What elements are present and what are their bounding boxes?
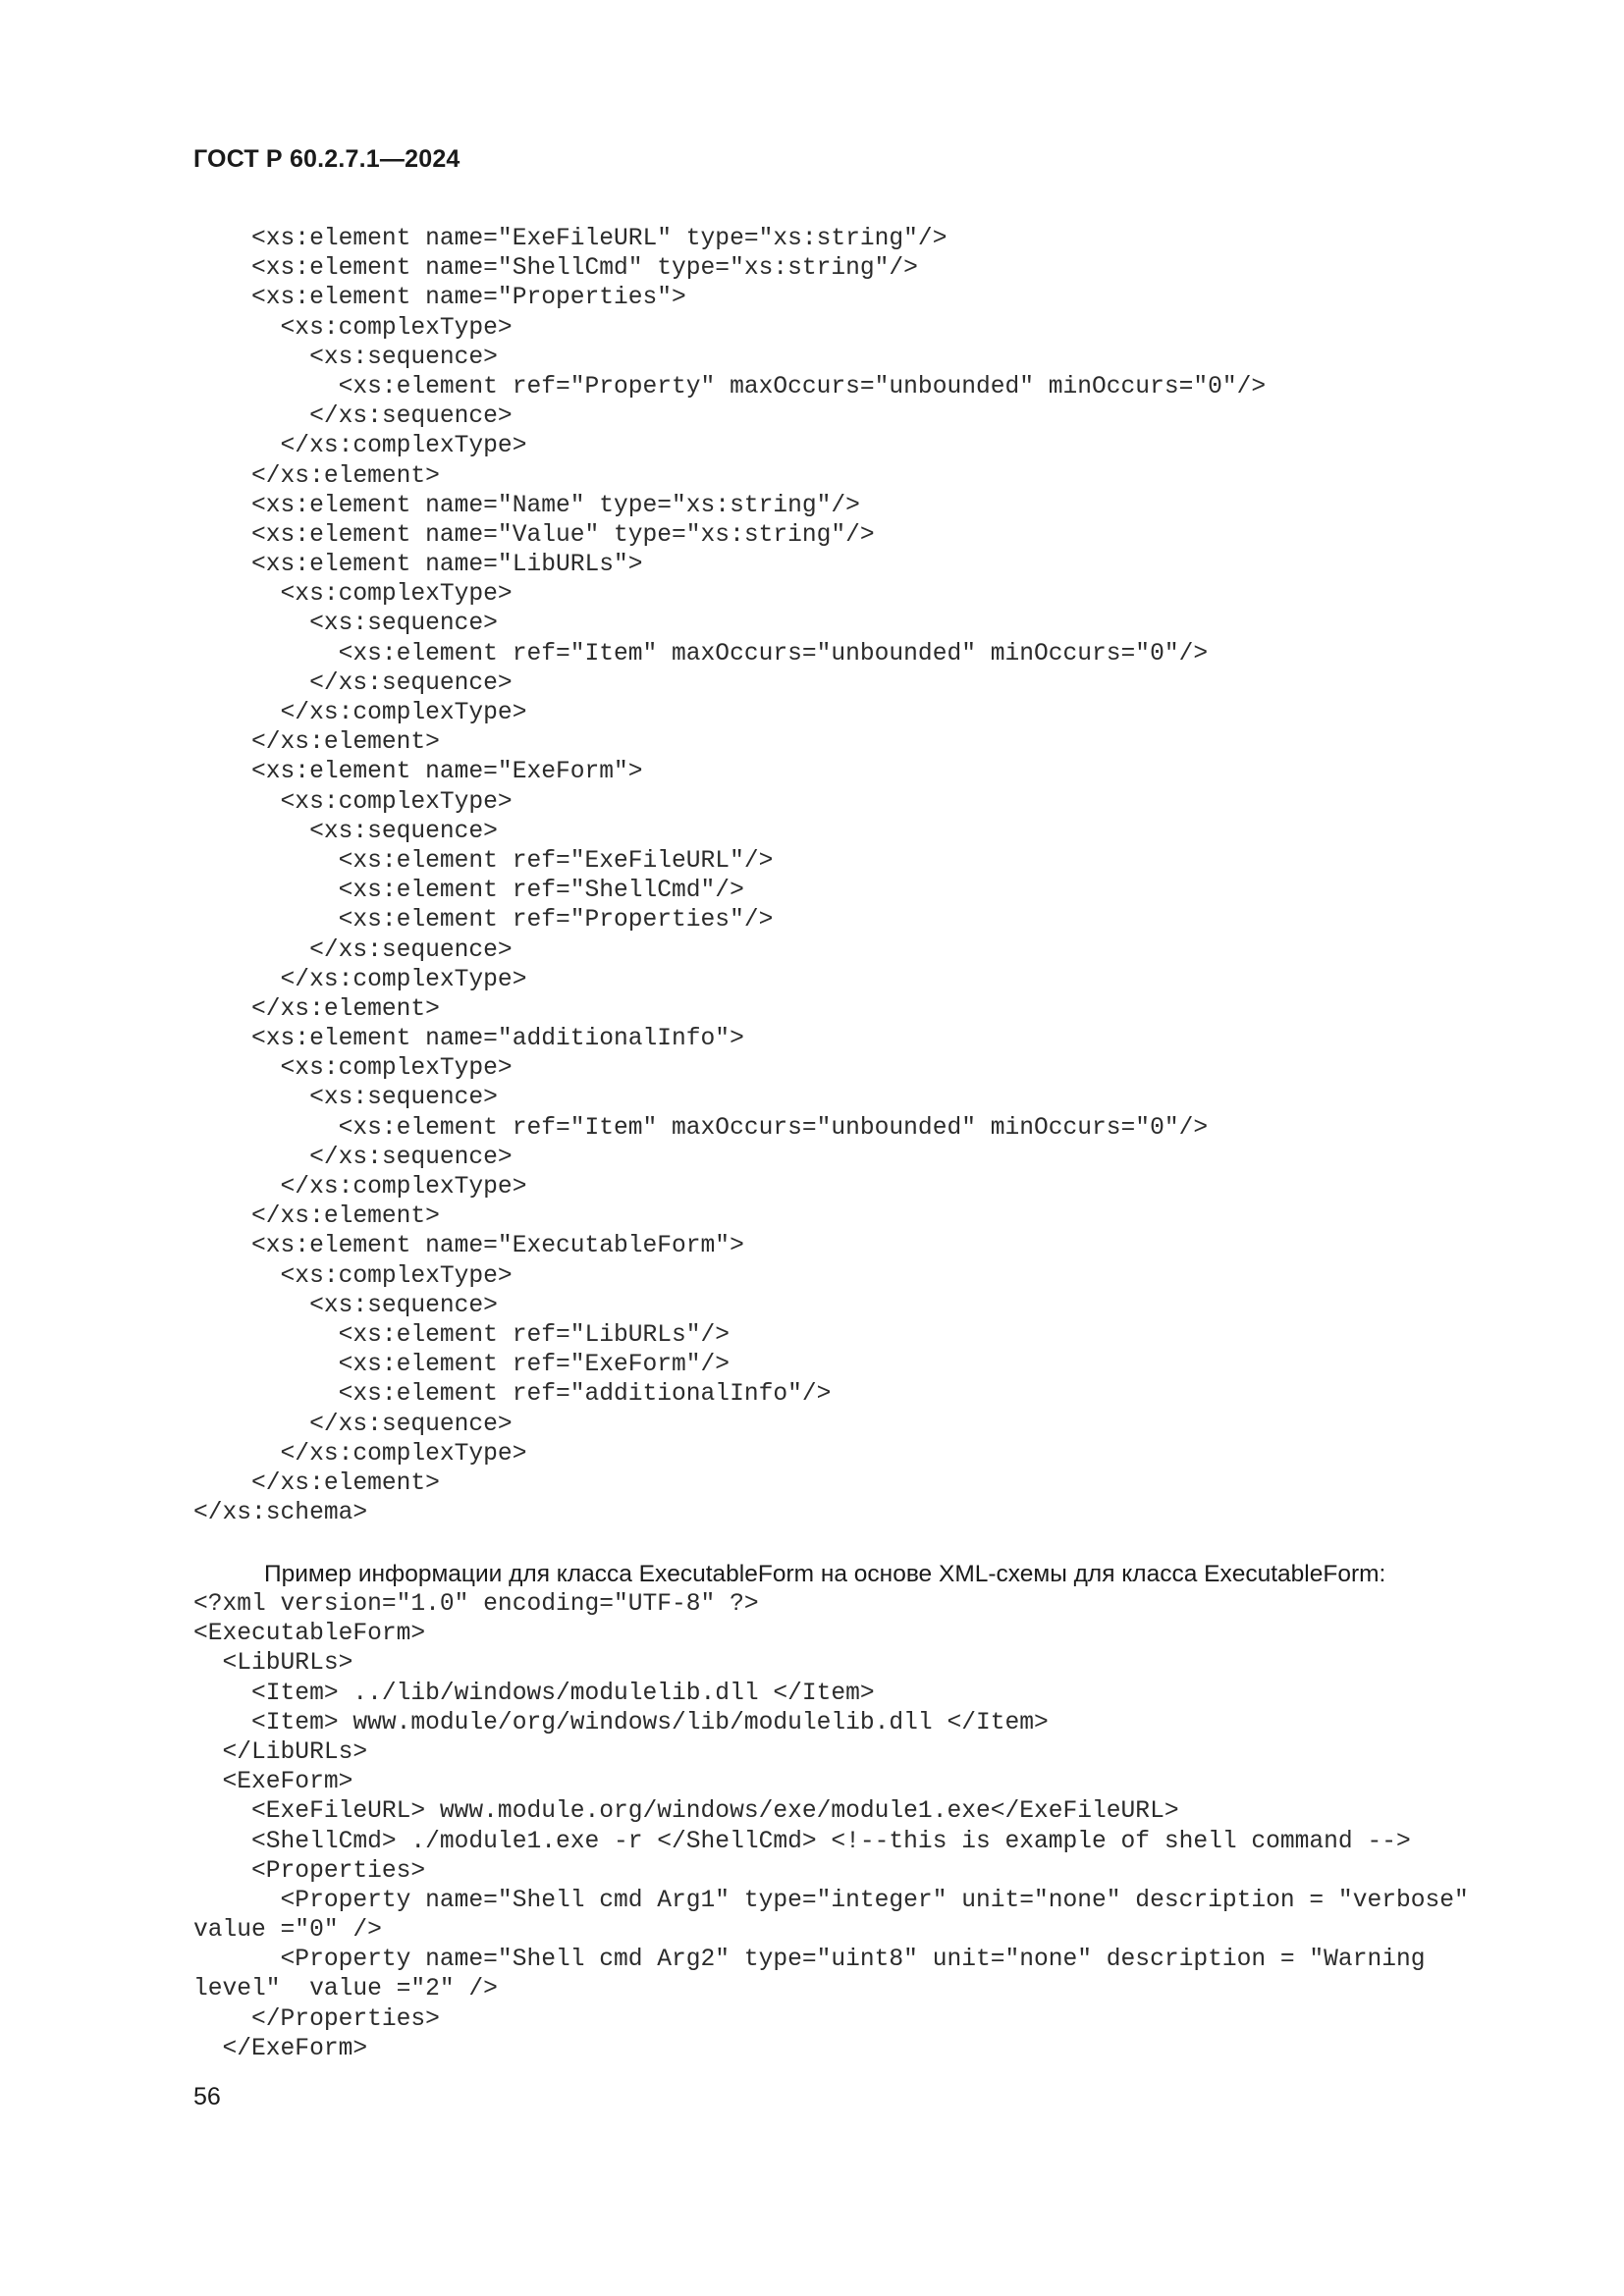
- code-line: </xs:complexType>: [193, 966, 527, 993]
- code-line: <xs:sequence>: [193, 611, 498, 638]
- code-line: <ExecutableForm>: [193, 1621, 426, 1648]
- code-line: <xs:element ref="LibURLs"/>: [193, 1321, 731, 1349]
- code-line: </xs:sequence>: [193, 1144, 513, 1171]
- code-line: </xs:element>: [193, 729, 440, 757]
- code-line: </xs:sequence>: [193, 669, 513, 697]
- code-line: value ="0" />: [193, 1917, 382, 1945]
- code-line: </xs:sequence>: [193, 936, 513, 964]
- code-line: </xs:schema>: [193, 1500, 368, 1527]
- code-line: <Property name="Shell cmd Arg1" type="integer" unit="none" description = "verbose": [193, 1887, 1469, 1914]
- code-line: </LibURLs>: [193, 1738, 368, 1766]
- code-line: <xs:sequence>: [193, 1085, 498, 1112]
- code-line: <xs:element name="LibURLs">: [193, 552, 643, 579]
- code-line: <xs:element ref="ExeForm"/>: [193, 1352, 731, 1379]
- code-line: </xs:sequence>: [193, 1411, 513, 1438]
- code-line: <xs:element ref="additionalInfo"/>: [193, 1381, 832, 1409]
- code-line: level" value ="2" />: [193, 1976, 498, 2003]
- code-line: <xs:complexType>: [193, 314, 513, 342]
- code-line: <LibURLs>: [193, 1650, 353, 1678]
- code-line: <xs:element ref="Property" maxOccurs="unbounded" minOccurs="0"/>: [193, 373, 1267, 400]
- code-line: <Properties>: [193, 1857, 426, 1885]
- code-line: </xs:complexType>: [193, 1440, 527, 1468]
- code-line: </xs:element>: [193, 462, 440, 490]
- example-caption: Пример информации для класса ExecutableForm на основе XML-схемы для класса ExecutableForm:: [264, 1561, 1386, 1587]
- code-line: <Item> ../lib/windows/modulelib.dll </Item>: [193, 1680, 875, 1707]
- code-line: </xs:complexType>: [193, 1174, 527, 1201]
- code-line: </Properties>: [193, 2005, 440, 2033]
- code-line: <xs:complexType>: [193, 1055, 513, 1083]
- code-line: <xs:complexType>: [193, 788, 513, 816]
- code-line: <xs:element name="Name" type="xs:string"/>: [193, 492, 860, 519]
- code-line: </xs:complexType>: [193, 433, 527, 460]
- code-line: <xs:sequence>: [193, 344, 498, 371]
- code-line: <xs:element ref="ShellCmd"/>: [193, 878, 744, 905]
- code-line: </xs:element>: [193, 1203, 440, 1231]
- code-line: <ShellCmd> ./module1.exe -r </ShellCmd> <!--this is example of shell command -->: [193, 1828, 1411, 1855]
- code-line: <ExeForm>: [193, 1769, 353, 1796]
- code-line: <xs:element name="ExecutableForm">: [193, 1233, 744, 1260]
- code-line: <xs:element name="ExeForm">: [193, 759, 643, 786]
- code-line: <xs:complexType>: [193, 1262, 513, 1290]
- code-line: <Property name="Shell cmd Arg2" type="uint8" unit="none" description = "Warning: [193, 1947, 1426, 1974]
- code-line: <xs:element ref="Properties"/>: [193, 907, 774, 934]
- code-line: <?xml version="1.0" encoding="UTF-8" ?>: [193, 1591, 759, 1618]
- xml-schema-code-block: [193, 225, 1266, 1528]
- code-line: <xs:element ref="ExeFileURL"/>: [193, 847, 774, 875]
- code-line: <xs:element name="additionalInfo">: [193, 1026, 744, 1053]
- code-line: </xs:complexType>: [193, 700, 527, 726]
- code-line: </xs:sequence>: [193, 403, 513, 431]
- code-line: <xs:element ref="Item" maxOccurs="unbounded" minOccurs="0"/>: [193, 640, 1209, 667]
- code-line: <xs:sequence>: [193, 818, 498, 845]
- code-line: </xs:element>: [193, 1469, 440, 1497]
- code-line: <ExeFileURL> www.module.org/windows/exe/module1.exe</ExeFileURL>: [193, 1798, 1179, 1826]
- code-line: <xs:element name="ShellCmd" type="xs:string"/>: [193, 255, 918, 283]
- code-line: <xs:complexType>: [193, 581, 513, 609]
- code-line: </ExeForm>: [193, 2035, 368, 2062]
- code-line: <xs:element ref="Item" maxOccurs="unbounded" minOccurs="0"/>: [193, 1114, 1209, 1142]
- code-line: </xs:element>: [193, 995, 440, 1023]
- code-line: <xs:sequence>: [193, 1292, 498, 1319]
- code-line: <xs:element name="ExeFileURL" type="xs:string"/>: [193, 226, 947, 252]
- code-line: <xs:element name="Value" type="xs:string"/>: [193, 521, 875, 549]
- code-line: <xs:element name="Properties">: [193, 285, 686, 312]
- document-header-code: ГОСТ Р 60.2.7.1—2024: [193, 145, 460, 173]
- code-line: <Item> www.module/org/windows/lib/modulelib.dll </Item>: [193, 1709, 1049, 1736]
- page-number: 56: [193, 2083, 221, 2110]
- xml-example-code-block: [193, 1590, 1469, 2064]
